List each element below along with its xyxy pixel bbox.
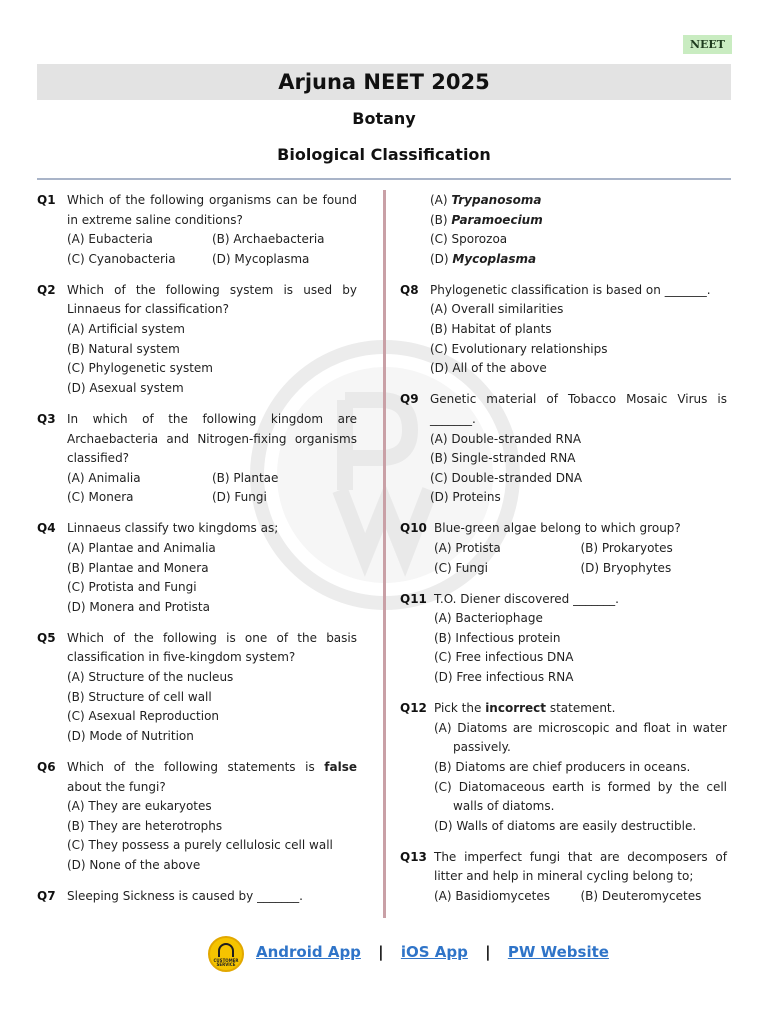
- option-b: (B) They are heterotrophs: [67, 818, 223, 833]
- question-number: Q7: [37, 889, 56, 903]
- footer: [0, 936, 768, 972]
- question-text: In which of the following kingdom are Archaebacteria and Nitrogen-fixing organisms classified?: [67, 411, 357, 466]
- option-d: (D) Mode of Nutrition: [67, 728, 194, 743]
- option-a: (A) Overall similarities: [430, 302, 564, 317]
- question-text-start: Pick the: [434, 701, 486, 716]
- question-q2: [37, 281, 357, 399]
- question-number: Q13: [400, 849, 427, 864]
- question-text: Blue-green algae belong to which group?: [434, 521, 681, 536]
- question-q10: [400, 519, 727, 578]
- question-text: Genetic material of Tobacco Mosaic Virus is _______.: [430, 392, 727, 426]
- option-b: (B) Deuteromycetes: [580, 889, 702, 903]
- question-q8: [400, 281, 727, 379]
- logo-text: CUSTOMER SERVICE: [213, 958, 239, 967]
- question-number: Q1: [37, 193, 56, 207]
- question-text: Which of the following is one of the basis classification in five-kingdom system?: [67, 630, 357, 665]
- option-d: (D) None of the above: [67, 857, 201, 872]
- option-c: (C) Asexual Reproduction: [67, 709, 220, 724]
- option-label: (D): [430, 251, 453, 266]
- option-c: (C) Double-stranded DNA: [430, 470, 583, 485]
- question-q7-options: [400, 191, 727, 269]
- subject-heading: Botany: [352, 109, 416, 128]
- question-q11: [400, 590, 727, 688]
- option-term: Paramoecium: [451, 212, 543, 227]
- question-text: T.O. Diener discovered _______.: [434, 591, 619, 606]
- question-number: Q4: [37, 521, 56, 536]
- question-text-start: Which of the following statements is: [67, 759, 325, 774]
- question-number: Q5: [37, 630, 56, 645]
- header-rule: [37, 178, 731, 180]
- question-keyword: incorrect: [485, 701, 547, 716]
- customer-service-logo-icon: [208, 936, 244, 972]
- option-b: [430, 211, 727, 231]
- question-text-end: statement.: [546, 701, 616, 716]
- pw-website-link[interactable]: PW Website: [507, 943, 609, 961]
- option-b: (B) Habitat of plants: [430, 322, 552, 337]
- option-c: (C) Evolutionary relationships: [430, 341, 608, 356]
- question-number: Q2: [37, 282, 56, 297]
- question-number: Q8: [400, 282, 419, 297]
- question-keyword: false: [324, 759, 357, 774]
- page-title: Arjuna NEET 2025: [37, 64, 731, 100]
- ios-app-link[interactable]: iOS App: [400, 943, 468, 961]
- option-c: (C) Free infectious DNA: [434, 650, 574, 665]
- option-c: (C) Phylogenetic system: [67, 361, 213, 376]
- link-separator: |: [378, 943, 384, 961]
- option-b: (B) Prokaryotes: [580, 541, 673, 555]
- option-b: (B) Archaebacteria: [212, 232, 325, 247]
- android-app-link[interactable]: Android App: [256, 943, 361, 961]
- option-term: Mycoplasma: [452, 251, 537, 266]
- option-b: (B) Structure of cell wall: [67, 689, 212, 704]
- question-q12: [400, 699, 727, 836]
- question-q1: [37, 191, 357, 269]
- option-a: (A) Artificial system: [67, 322, 185, 337]
- option-c: (C) Fungi: [434, 560, 488, 575]
- option-a: (A) Eubacteria: [67, 232, 153, 247]
- question-q9: [400, 390, 727, 508]
- option-a: [430, 191, 727, 211]
- right-column: [400, 191, 727, 918]
- question-q7: [37, 887, 357, 907]
- option-b: (B) Natural system: [67, 341, 180, 356]
- option-b: (B) Plantae and Monera: [67, 560, 209, 575]
- question-q13: [400, 848, 727, 907]
- option-c: (C) Protista and Fungi: [67, 580, 197, 595]
- question-number: Q10: [400, 521, 427, 536]
- option-d: (D) All of the above: [430, 361, 547, 376]
- option-d: (D) Monera and Protista: [67, 599, 210, 614]
- option-d: (D) Free infectious RNA: [434, 670, 574, 685]
- option-a: (A) Plantae and Animalia: [67, 541, 216, 555]
- option-label: (B): [430, 212, 452, 227]
- option-d: (D) Walls of diatoms are easily destructible.: [434, 818, 697, 833]
- option-term: Trypanosoma: [451, 193, 542, 207]
- option-a: (A) They are eukaryotes: [67, 799, 212, 814]
- question-number: Q9: [400, 392, 419, 407]
- option-d: (D) Bryophytes: [580, 560, 672, 575]
- question-text: Phylogenetic classification is based on _______.: [430, 282, 711, 297]
- option-c: (C) Diatomaceous earth is formed by the cell walls of diatoms.: [434, 779, 727, 814]
- question-q3: [37, 410, 357, 508]
- option-a: (A) Structure of the nucleus: [67, 670, 234, 685]
- link-separator: |: [485, 943, 491, 961]
- option-d: [430, 250, 727, 270]
- chapter-heading: Biological Classification: [277, 145, 491, 164]
- question-q6: [37, 758, 357, 876]
- question-number: Q3: [37, 411, 56, 426]
- question-text: [434, 699, 727, 719]
- option-b: (B) Infectious protein: [434, 630, 561, 645]
- option-a: (A) Double-stranded RNA: [430, 431, 582, 446]
- option-d: (D) Mycoplasma: [212, 251, 310, 266]
- option-a: (A) Bacteriophage: [434, 611, 543, 626]
- option-b: (B) Diatoms are chief producers in oceans.: [434, 759, 691, 774]
- exam-badge: NEET: [683, 35, 732, 54]
- option-b: (B) Single-stranded RNA: [430, 451, 576, 466]
- question-text: The imperfect fungi that are decomposers of litter and help in mineral cycling belong to;: [434, 849, 727, 884]
- footer-links: [256, 943, 609, 961]
- question-text: Which of the following organisms can be found in extreme saline conditions?: [67, 193, 357, 227]
- question-text-end: about the fungi?: [67, 779, 166, 794]
- option-d: (D) Fungi: [212, 490, 267, 505]
- option-d: (D) Proteins: [430, 490, 501, 505]
- question-text: Linnaeus classify two kingdoms as;: [67, 521, 279, 536]
- left-column: [37, 191, 357, 918]
- option-a: (A) Basidiomycetes: [434, 889, 550, 903]
- option-label: (A): [430, 193, 452, 207]
- question-text: Sleeping Sickness is caused by _______.: [67, 889, 303, 903]
- option-d: (D) Asexual system: [67, 380, 184, 395]
- column-divider: [383, 190, 386, 918]
- question-number: Q11: [400, 591, 427, 606]
- question-q4: [37, 519, 357, 617]
- question-number: Q12: [400, 701, 427, 716]
- option-b: (B) Plantae: [212, 470, 279, 485]
- option-a: (A) Animalia: [67, 470, 141, 485]
- option-a: (A) Diatoms are microscopic and float in water passively.: [434, 720, 727, 755]
- option-c: (C) Sporozoa: [430, 232, 508, 247]
- question-q5: [37, 629, 357, 747]
- question-text: [67, 758, 357, 797]
- option-c: (C) Cyanobacteria: [67, 251, 176, 266]
- headset-icon: [218, 943, 234, 957]
- option-c: (C) Monera: [67, 490, 134, 505]
- option-a: (A) Protista: [434, 541, 501, 555]
- question-text: Which of the following system is used by Linnaeus for classification?: [67, 282, 357, 317]
- question-number: Q6: [37, 759, 56, 774]
- option-c: (C) They possess a purely cellulosic cell wall: [67, 838, 333, 853]
